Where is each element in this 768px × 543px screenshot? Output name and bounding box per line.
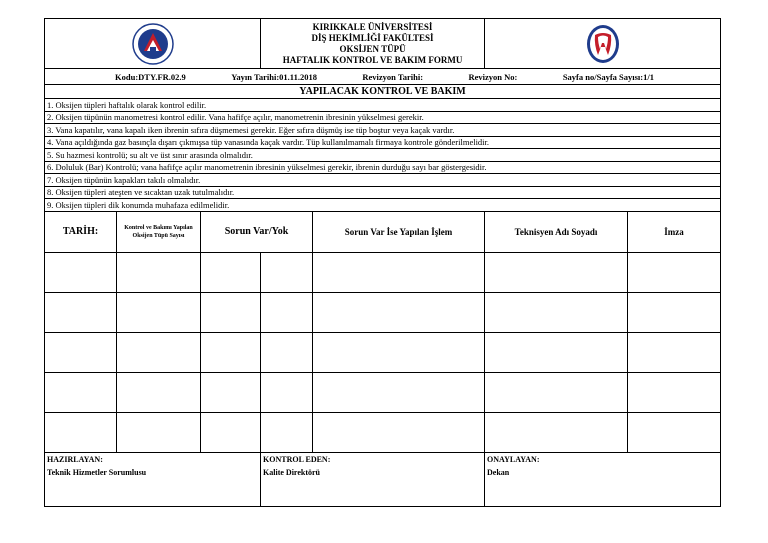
prepared-title: HAZIRLAYAN: — [47, 454, 103, 464]
cell-technician[interactable] — [485, 292, 628, 332]
cell-problem-yes[interactable] — [201, 372, 261, 412]
instruction-item: 1. Oksijen tüpleri haftalık olarak kontrol edilir. — [45, 99, 721, 112]
instruction-item: 2. Oksijen tüpünün manometresi kontrol edilir. Vana hafifçe açılır, manometrenin ibresinin yükselmesi gerekir. — [45, 111, 721, 124]
cell-action[interactable] — [313, 372, 485, 412]
cell-date[interactable] — [45, 372, 117, 412]
col-date: TARİH: — [45, 211, 117, 252]
instruction-item: 3. Vana kapatılır, vana kapalı iken ibrenin sıfıra düşmemesi gerekir. Eğer sıfıra düşmüş ise tüp boştur veya kaçak vardır. — [45, 124, 721, 137]
tooth-faculty-icon — [485, 23, 720, 65]
cell-count[interactable] — [117, 372, 201, 412]
title-line-university: KIRIKKALE ÜNİVERSİTESİ — [312, 21, 433, 32]
cell-signature[interactable] — [628, 372, 721, 412]
cell-count[interactable] — [117, 292, 201, 332]
checked-role: Kalite Direktörü — [263, 467, 320, 477]
table-row — [45, 292, 721, 332]
meta-row — [45, 69, 721, 85]
cell-problem-no[interactable] — [261, 292, 313, 332]
cell-problem-no[interactable] — [261, 372, 313, 412]
instruction-item: 6. Doluluk (Bar) Kontrolü; vana hafifçe açılır manometrenin ibresinin yükselmesi gerekir, ibrenin durduğu sayı bar göstergesidir. — [45, 161, 721, 174]
instruction-item: 5. Su hazmesi kontrolü; su alt ve üst sınır arasında olmalıdır. — [45, 149, 721, 162]
cell-date[interactable] — [45, 332, 117, 372]
cell-problem-no[interactable] — [261, 252, 313, 292]
col-problem-label: Sorun Var/Yok — [224, 226, 289, 237]
cell-technician[interactable] — [485, 372, 628, 412]
approved-role: Dekan — [487, 467, 510, 477]
cell-technician[interactable] — [485, 252, 628, 292]
cell-signature[interactable] — [628, 252, 721, 292]
cell-signature[interactable] — [628, 412, 721, 452]
revision-no: Revizyon No: — [468, 71, 518, 82]
form-code: Kodu:DTY.FR.02.9 — [115, 71, 186, 82]
cell-count[interactable] — [117, 412, 201, 452]
cell-technician[interactable] — [485, 412, 628, 452]
col-signature: İmza — [628, 211, 721, 252]
cell-problem-yes[interactable] — [201, 252, 261, 292]
title-line-faculty: DİŞ HEKİMLİĞİ FAKÜLTESİ — [311, 32, 434, 43]
cell-problem-yes[interactable] — [201, 332, 261, 372]
table-row — [45, 412, 721, 452]
university-seal-icon — [45, 23, 260, 65]
approved-by-cell — [485, 452, 721, 506]
form-frame — [44, 18, 720, 524]
checked-by-cell — [261, 452, 485, 506]
page-number: Sayfa no/Sayfa Sayısı:1/1 — [562, 71, 654, 82]
right-logo-cell — [485, 19, 721, 69]
cell-date[interactable] — [45, 412, 117, 452]
table-row — [45, 252, 721, 292]
cell-signature[interactable] — [628, 292, 721, 332]
title-line-form: HAFTALIK KONTROL VE BAKIM FORMU — [282, 54, 463, 65]
cell-action[interactable] — [313, 292, 485, 332]
cell-problem-no[interactable] — [261, 332, 313, 372]
cell-action[interactable] — [313, 332, 485, 372]
publish-date: Yayın Tarihi:01.11.2018 — [231, 71, 317, 82]
col-technician: Teknisyen Adı Soyadı — [485, 211, 628, 252]
cell-date[interactable] — [45, 252, 117, 292]
cell-problem-no[interactable] — [261, 412, 313, 452]
section-title: YAPILACAK KONTROL VE BAKIM — [45, 85, 721, 99]
col-tube-count: Kontrol ve Bakımı Yapılan Oksijen Tüpü Sayısı — [117, 211, 201, 252]
cell-action[interactable] — [313, 252, 485, 292]
instruction-item: 8. Oksijen tüpleri ateşten ve sıcaktan uzak tutulmalıdır. — [45, 186, 721, 199]
table-row — [45, 332, 721, 372]
checked-title: KONTROL EDEN: — [263, 454, 331, 464]
cell-date[interactable] — [45, 292, 117, 332]
instruction-item: 7. Oksijen tüpünün kapakları takılı olmalıdır. — [45, 174, 721, 187]
cell-signature[interactable] — [628, 332, 721, 372]
cell-problem-yes[interactable] — [201, 412, 261, 452]
prepared-by-cell — [45, 452, 261, 506]
form-title — [261, 19, 485, 69]
cell-problem-yes[interactable] — [201, 292, 261, 332]
cell-action[interactable] — [313, 412, 485, 452]
title-line-subject: OKSİJEN TÜPÜ — [339, 43, 406, 54]
cell-technician[interactable] — [485, 332, 628, 372]
col-problem — [201, 211, 313, 252]
col-action: Sorun Var İse Yapılan İşlem — [313, 211, 485, 252]
instruction-item: 4. Vana açıldığında gaz basınçla dışarı çıkmışsa tüp vanasında kaçak vardır. Tüp kullanılmamalı firmaya kontrole gönderilmelidir. — [45, 136, 721, 149]
left-logo-cell — [45, 19, 261, 69]
prepared-role: Teknik Hizmetler Sorumlusu — [47, 467, 147, 477]
instruction-item: 9. Oksijen tüpleri dik konumda muhafaza edilmelidir. — [45, 199, 721, 212]
table-row — [45, 372, 721, 412]
cell-count[interactable] — [117, 332, 201, 372]
cell-count[interactable] — [117, 252, 201, 292]
form-table — [44, 18, 721, 507]
approved-title: ONAYLAYAN: — [487, 454, 540, 464]
revision-date: Revizyon Tarihi: — [362, 71, 424, 82]
